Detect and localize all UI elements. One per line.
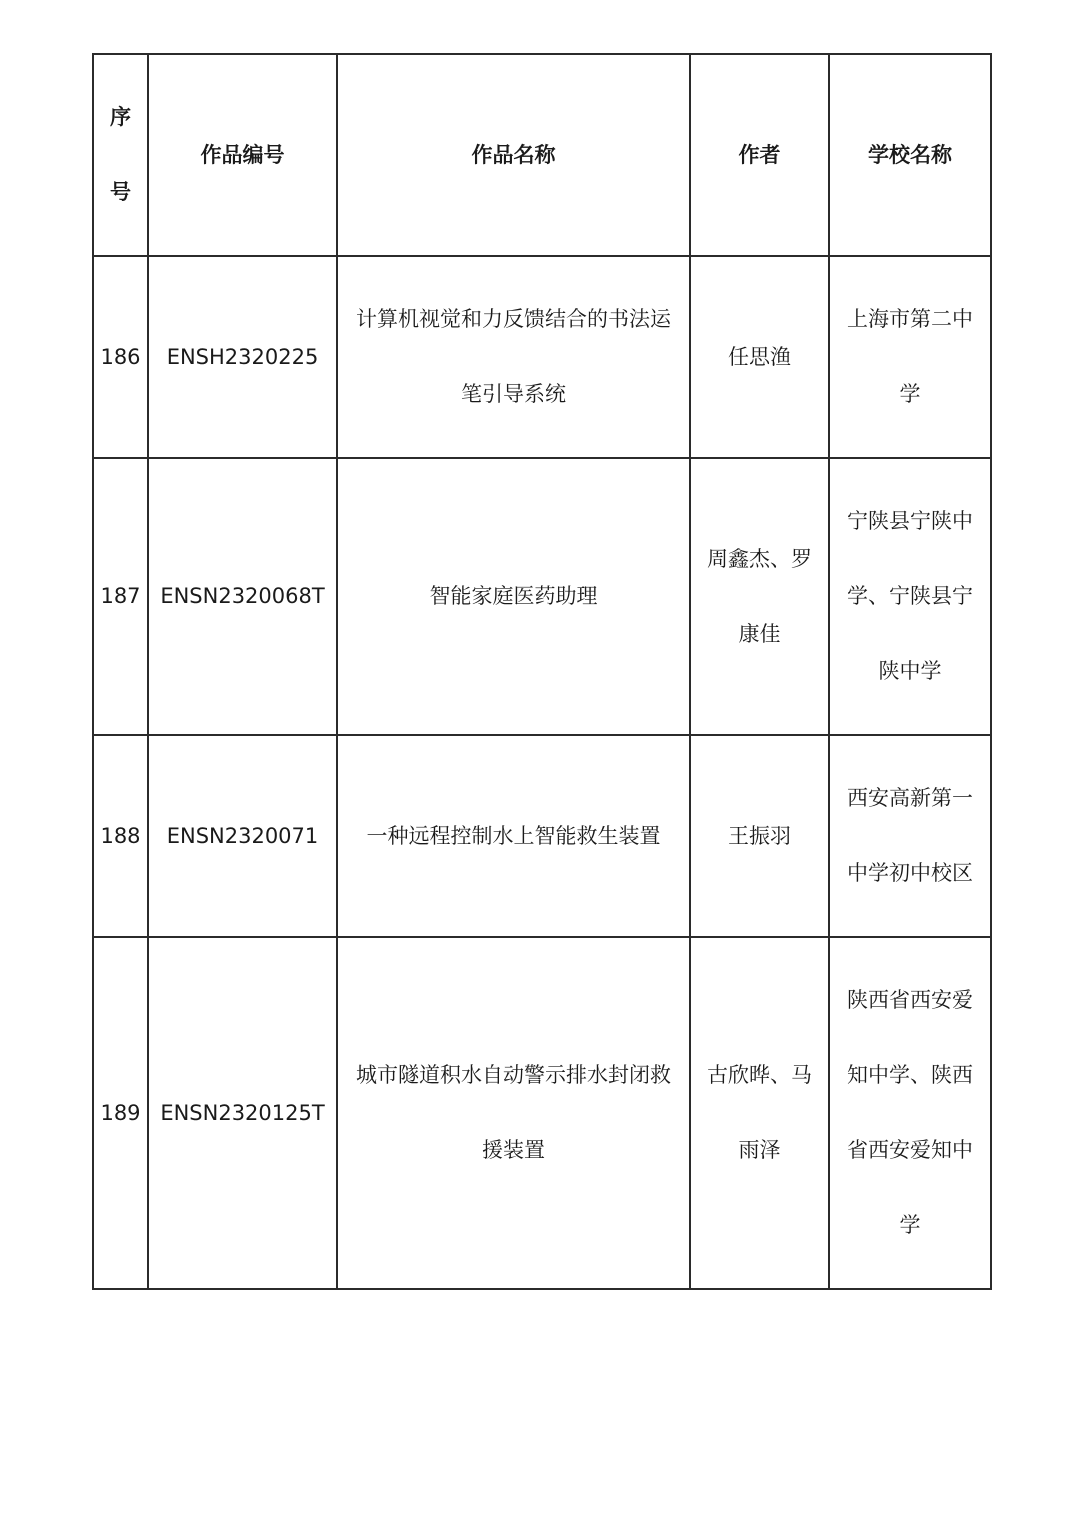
header-title: 作品名称 <box>337 54 690 256</box>
award-list-table <box>92 53 992 1290</box>
cell-author: 任思渔 <box>690 256 829 458</box>
cell-school: 宁陕县宁陕中学、宁陕县宁陕中学 <box>829 458 991 735</box>
cell-code: ENSN2320125T <box>148 937 337 1289</box>
header-code: 作品编号 <box>148 54 337 256</box>
cell-title: 智能家庭医药助理 <box>337 458 690 735</box>
cell-code: ENSN2320068T <box>148 458 337 735</box>
cell-author: 王振羽 <box>690 735 829 937</box>
header-seq: 序号 <box>93 54 148 256</box>
cell-seq: 189 <box>93 937 148 1289</box>
table-header-row <box>93 54 991 256</box>
cell-seq: 187 <box>93 458 148 735</box>
cell-title: 一种远程控制水上智能救生装置 <box>337 735 690 937</box>
cell-school: 陕西省西安爱知中学、陕西省西安爱知中学 <box>829 937 991 1289</box>
cell-title: 计算机视觉和力反馈结合的书法运笔引导系统 <box>337 256 690 458</box>
table-row <box>93 735 991 937</box>
header-author: 作者 <box>690 54 829 256</box>
table-row <box>93 458 991 735</box>
cell-school: 西安高新第一中学初中校区 <box>829 735 991 937</box>
cell-seq: 188 <box>93 735 148 937</box>
cell-author: 周鑫杰、罗康佳 <box>690 458 829 735</box>
cell-code: ENSN2320071 <box>148 735 337 937</box>
cell-title: 城市隧道积水自动警示排水封闭救援装置 <box>337 937 690 1289</box>
table-row <box>93 937 991 1289</box>
cell-seq: 186 <box>93 256 148 458</box>
cell-school: 上海市第二中学 <box>829 256 991 458</box>
cell-author: 古欣晔、马雨泽 <box>690 937 829 1289</box>
header-school: 学校名称 <box>829 54 991 256</box>
table-row <box>93 256 991 458</box>
cell-code: ENSH2320225 <box>148 256 337 458</box>
